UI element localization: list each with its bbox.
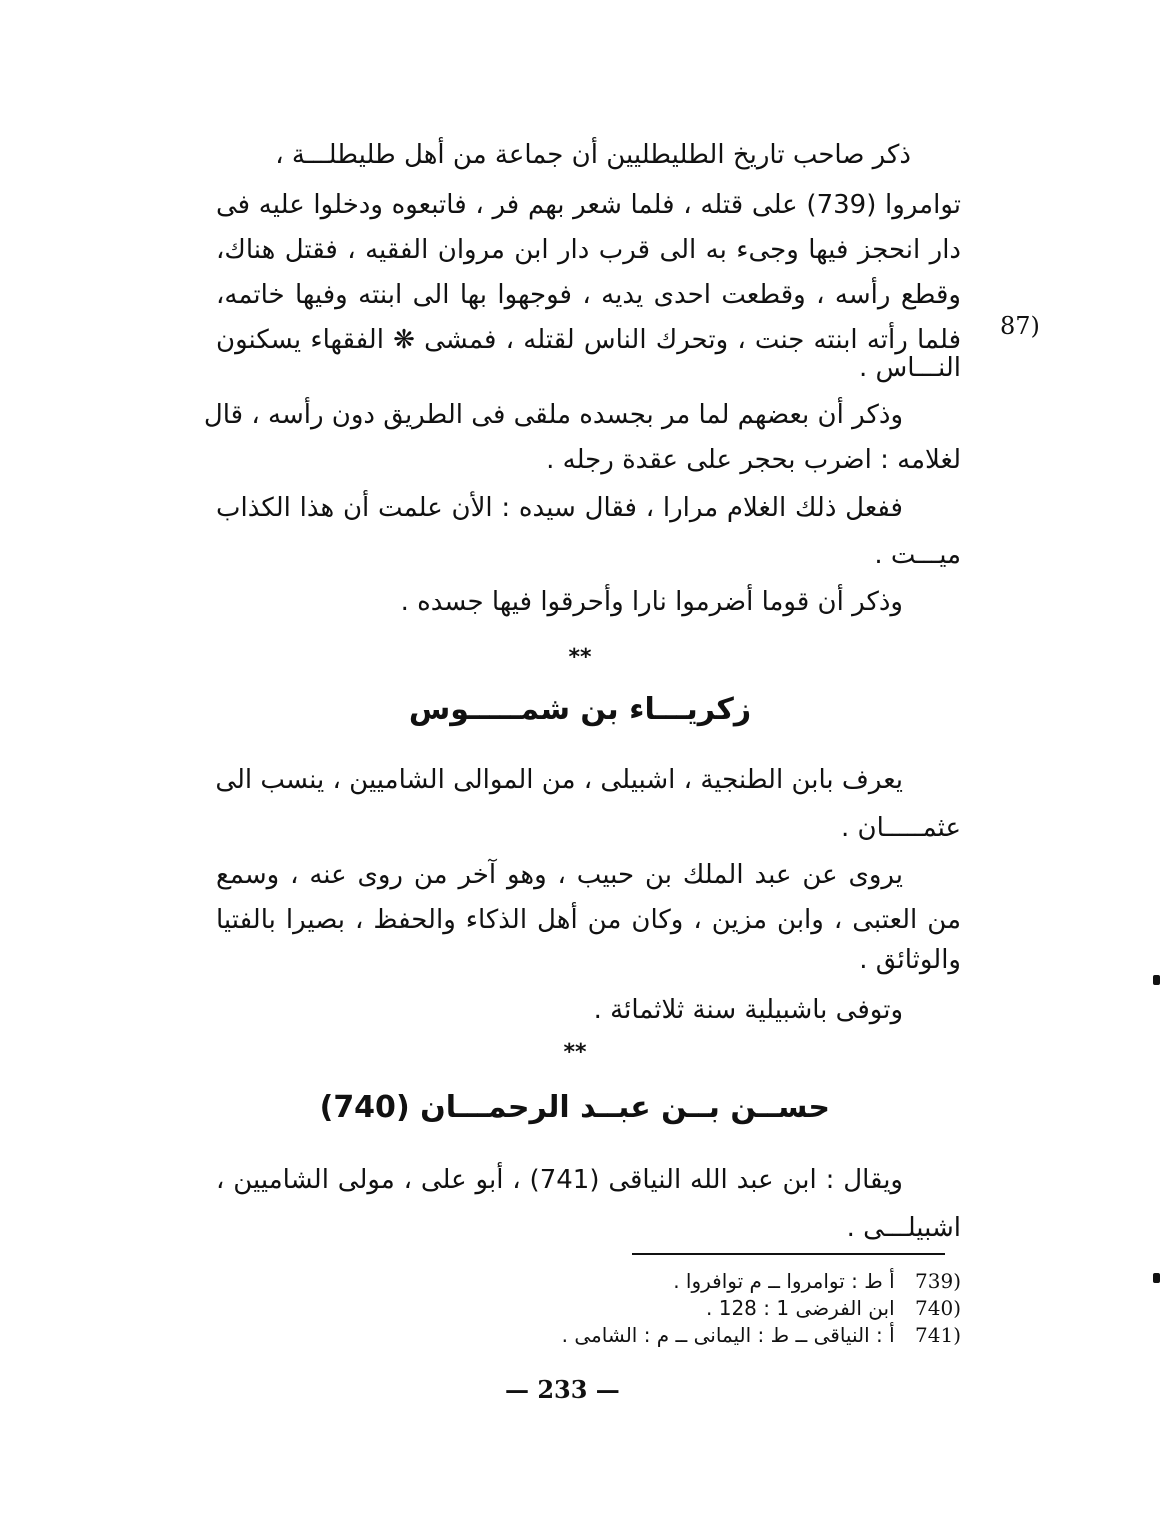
text-line: توامروا (739) على قتله ، فلما شعر بهم فر ، فاتبعوه ودخلوا عليه فى [216, 190, 962, 220]
footnote [706, 1295, 961, 1322]
footnote-rule [632, 1253, 945, 1255]
text-line: والوثائق . [859, 945, 961, 975]
text-line: ففعل ذلك الغلام مرارا ، فقال سيده : الأن علمت أن هذا الكذاب [216, 493, 903, 523]
text-line: وقطع رأسه ، وقطعت احدى يديه ، فوجهوا بها الى ابنته وفيها خاتمه، [216, 280, 961, 310]
footnote-number: (739 [915, 1269, 961, 1293]
footnote-text: أ : النياقى ــ ط : اليمانى ــ م : الشامى . [561, 1323, 895, 1347]
text-line: عثمـــــان . [840, 813, 961, 843]
section-separator: ** [568, 645, 592, 670]
text-line: وذكر أن بعضهم لما مر بجسده ملقى فى الطريق دون رأسه ، قال [203, 400, 903, 430]
entry-heading: حســن بــن عبــد الرحمـــان (740) [319, 1090, 830, 1125]
scan-mark [1153, 1273, 1160, 1283]
footnote [673, 1268, 961, 1295]
text-line: يعرف بابن الطنجية ، اشبيلى ، من الموالى الشاميين ، ينسب الى [215, 765, 903, 795]
section-separator: ** [563, 1040, 587, 1065]
footnote-number: (740 [915, 1296, 961, 1320]
text-line: من العتبى ، وابن مزين ، وكان من أهل الذكاء والحفظ ، بصيرا بالفتيا [216, 905, 961, 935]
footnote-text: ابن الفرضى 1 : 128 . [706, 1296, 895, 1320]
margin-folio-number: 87) [1000, 312, 1040, 340]
footnote-number: (741 [915, 1323, 961, 1347]
footnote [562, 1322, 961, 1349]
text-line: ميـــت . [874, 540, 961, 570]
footnote-text: أ ط : توامروا ــ م توافروا . [673, 1269, 895, 1293]
text-line: يروى عن عبد الملك بن حبيب ، وهو آخر من روى عنه ، وسمع [216, 860, 903, 890]
text-line: دار انحجز فيها وجىء به الى قرب دار ابن مروان الفقيه ، فقتل هناك، [216, 235, 961, 265]
text-line: وتوفى باشبيلية سنة ثلاثمائة . [593, 995, 903, 1025]
text-line: اشبيلـــى . [846, 1213, 961, 1243]
text-line: ويقال : ابن عبد الله النياقى (741) ، أبو على ، مولى الشاميين ، [216, 1165, 903, 1195]
text-line: ذكر صاحب تاريخ الطليطليين أن جماعة من أهل طليطلـــة ، [275, 140, 911, 170]
text-line: لغلامه : اضرب بحجر على عقدة رجله . [546, 445, 961, 475]
text-line: النـــاس . [858, 353, 961, 383]
page-number: — 233 — [505, 1375, 620, 1404]
scan-mark [1153, 975, 1160, 985]
text-line: فلما رأته ابنته جنت ، وتحرك الناس لقتله ، فمشى ❋ الفقهاء يسكنون [216, 325, 961, 355]
entry-heading: زكريـــاء بن شمـــــوس [408, 692, 752, 727]
text-line: وذكر أن قوما أضرموا نارا وأحرقوا فيها جسده . [400, 587, 903, 617]
